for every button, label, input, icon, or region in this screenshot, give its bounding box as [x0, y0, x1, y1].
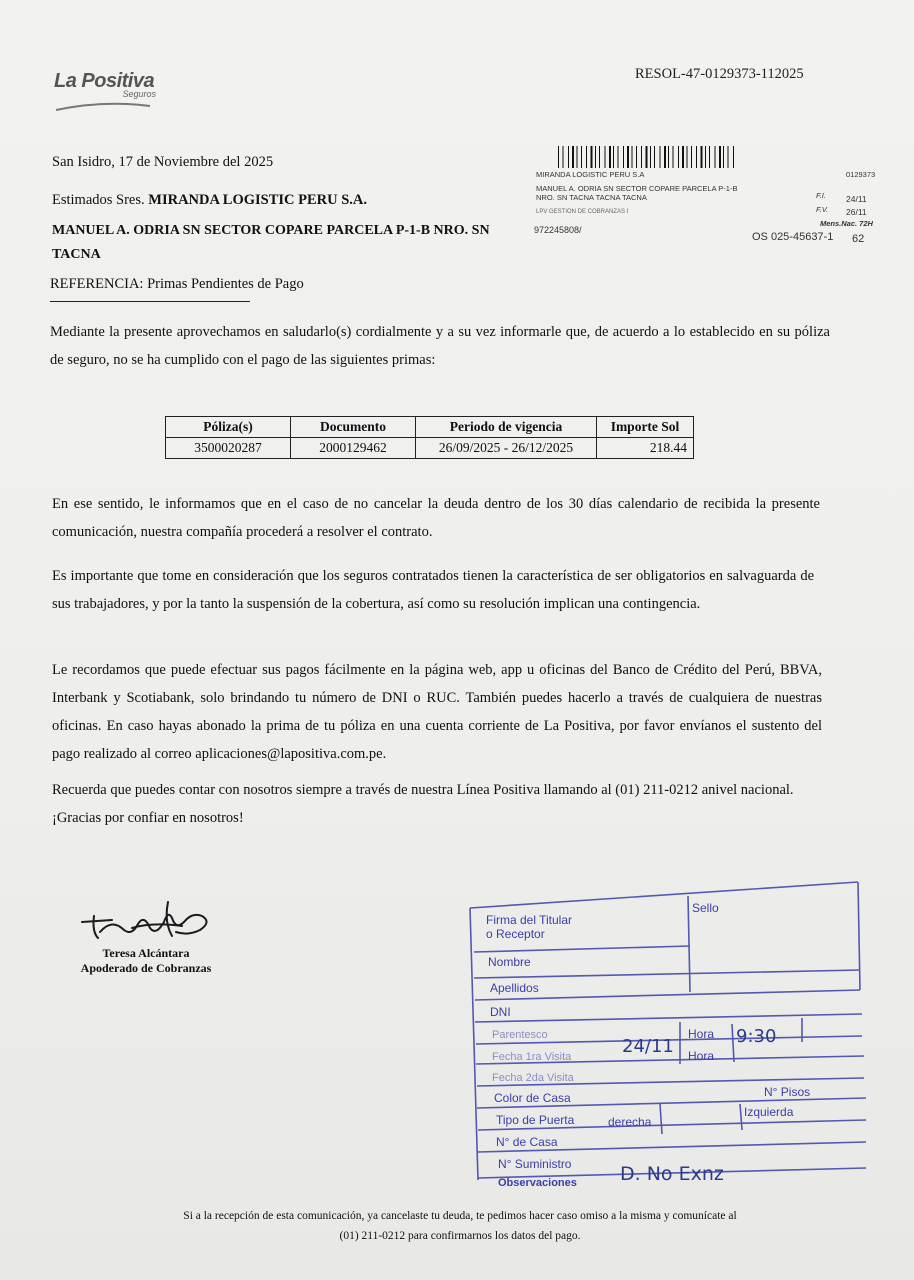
greeting-prefix: Estimados Sres. [52, 192, 149, 208]
paragraph-deadline: En ese sentido, le informamos que en el caso de no cancelar la deuda dentro de los 30 días calendario de recibida la presente comunicación, nuestra compañía procederá a resolver el contrato. [52, 496, 820, 540]
logo-text: La Positiva [54, 70, 155, 92]
stamp-firma: Firma del Titular [486, 913, 573, 927]
stamp-hora-1: Hora [688, 1027, 715, 1041]
recipient-address: MANUEL A. ODRIA SN SECTOR COPARE PARCELA P-1-B NRO. SN TACNA [52, 223, 490, 262]
stamp-parentesco: Parentesco [492, 1029, 548, 1041]
cell-periodo: 26/09/2025 - 26/12/2025 [416, 438, 597, 459]
handwritten-hora: 9:30 [736, 1026, 777, 1047]
resolution-number: RESOL-47-0129373-112025 [635, 66, 804, 82]
stamp-color: Color de Casa [494, 1091, 571, 1105]
footer-line-1: Si a la recepción de esta comunicación, ya cancelaste tu deuda, te pedimos hacer caso omiso a la misma y comunícate al [183, 1210, 737, 1222]
stamp-fecha1: Fecha 1ra Visita [492, 1051, 572, 1063]
header-importe: Importe Sol [597, 417, 694, 438]
stamp-fecha2: Fecha 2da Visita [492, 1072, 574, 1084]
stamp-suministro: N° Suministro [498, 1157, 572, 1171]
label-dept: LPV GESTION DE COBRANZAS I [536, 209, 629, 215]
reference-line: REFERENCIA: Primas Pendientes de Pago [50, 276, 304, 292]
stamp-receptor: o Receptor [486, 927, 545, 941]
stamp-apellidos: Apellidos [490, 981, 539, 995]
company-logo [54, 70, 164, 117]
label-address-2: NRO. SN TACNA TACNA TACNA [536, 193, 647, 202]
signer-block [66, 946, 226, 976]
barcode-icon [558, 146, 738, 168]
signature-icon [72, 892, 222, 944]
letter-date: San Isidro, 17 de Noviembre del 2025 [52, 154, 274, 170]
paragraph-intro: Mediante la presente aprovechamos en saludarlo(s) cordialmente y a su vez informarle que, de acuerdo a lo establecido en su póliza de seguro, no se ha cumplido con el pago de las siguientes primas: [50, 324, 830, 368]
stamp-pisos: N° Pisos [764, 1085, 811, 1099]
greeting [52, 186, 367, 214]
footer-line-2: (01) 211-0212 para confirmarnos los datos del pago. [339, 1230, 581, 1242]
header-periodo: Periodo de vigencia [416, 417, 597, 438]
table-row [166, 438, 694, 459]
table-header-row [166, 417, 694, 438]
label-code: 0129373 [846, 170, 876, 179]
paragraph-payment: Le recordamos que puede efectuar sus pagos fácilmente en la página web, app u oficinas del Banco de Crédito del Perú, BBVA, Interbank y Scotiabank, solo brindando tu número de DNI o RUC. También puedes hacerlo a través de cualquiera de nuestras oficinas. En caso hayas abonado la prima de tu póliza en una cuenta corriente de La Positiva, por favor envíanos el sustento del pago realizado al correo aplicaciones@lapositiva.com.pe. [52, 662, 822, 762]
stamp-hora-2: Hora [688, 1049, 715, 1063]
paragraph-closing: Recuerda que puedes contar con nosotros siempre a través de nuestra Línea Positiva llamando al (01) 211-0212 anivel nacional. ¡Gracias por confiar en nosotros! [52, 782, 794, 826]
header-poliza: Póliza(s) [166, 417, 291, 438]
stamp-tipo: Tipo de Puerta [496, 1113, 575, 1127]
footer-note [140, 1206, 780, 1246]
label-os-suffix: 62 [852, 233, 865, 245]
stamp-izquierda: Izquierda [744, 1105, 794, 1119]
company-name: MIRANDA LOGISTIC PERU S.A. [148, 192, 368, 208]
label-fi-value: 24/11 [846, 194, 867, 204]
label-phone: 972245808/ [534, 225, 582, 235]
label-fv: F.V. [816, 205, 829, 214]
header-documento: Documento [291, 417, 416, 438]
stamp-dni: DNI [490, 1005, 511, 1019]
label-os: OS 025-45637-1 [752, 231, 834, 243]
reference-underline [50, 301, 250, 302]
handwritten-fecha: 24/11 [622, 1036, 674, 1057]
paragraph-importance: Es importante que tome en consideración que los seguros contratados tienen la característica de ser obligatorios en salvaguarda de sus trabajadores, y por la tanto la suspensión de la cobertura, así como su resolución implican una contingencia. [52, 568, 814, 612]
label-address-1: MANUEL A. ODRIA SN SECTOR COPARE PARCELA P-1-B [536, 184, 738, 193]
stamp-derecha: derecha [608, 1115, 652, 1129]
signer-title: Apoderado de Cobranzas [80, 961, 212, 975]
handwritten-observacion: D. No Exnz [620, 1163, 724, 1185]
stamp-sello: Sello [692, 901, 719, 915]
mailing-label [530, 140, 882, 264]
cell-poliza: 3500020287 [166, 438, 291, 459]
label-name: MIRANDA LOGISTIC PERU S.A [536, 170, 645, 179]
stamp-obs: Observaciones [498, 1177, 577, 1189]
label-service: Mens.Nac. 72H [820, 219, 873, 228]
logo-subtext: Seguros [122, 89, 156, 99]
logo-swoosh-icon [54, 102, 152, 112]
cell-documento: 2000129462 [291, 438, 416, 459]
label-fv-value: 26/11 [846, 207, 867, 217]
label-fi: F.I. [816, 191, 826, 200]
stamp-nombre: Nombre [488, 955, 531, 969]
signer-name: Teresa Alcántara [102, 946, 190, 960]
stamp-ncasa: N° de Casa [496, 1135, 558, 1149]
delivery-receipt-stamp [468, 880, 868, 1202]
cell-importe: 218.44 [597, 438, 694, 459]
pending-premiums-table [165, 416, 694, 459]
